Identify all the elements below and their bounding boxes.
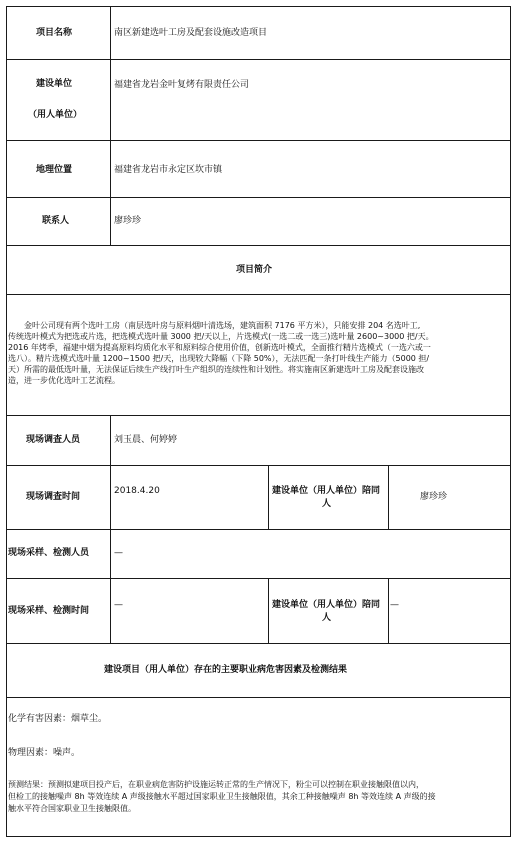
grid-line [6, 529, 511, 530]
survey-staff-label: 现场调查人员 [26, 435, 81, 445]
sampling-escort-value: — [390, 600, 399, 610]
hazards-chemical: 化学有害因素：烟草尘。 [8, 714, 108, 724]
grid-line [510, 6, 511, 837]
grid-line [6, 415, 511, 416]
project-name-value: 南区新建选叶工房及配套设施改造项目 [114, 28, 268, 38]
grid-line [110, 415, 111, 643]
intro-line: 天）所需的最低选叶量，无法保证后续生产线打叶生产组织的连续性和计划性。将实施南区新建选叶工房及配套设施改 [8, 365, 424, 374]
grid-line [6, 197, 511, 198]
grid-line [6, 6, 7, 837]
grid-line [268, 465, 269, 529]
survey-staff-value: 刘玉晨、何婷婷 [114, 435, 178, 445]
intro-text [8, 320, 508, 386]
prediction-line: 但检工的接触噪声 8h 等效连续 A 声级接触水平超过国家职业卫生接触限值，其余工种接触噪声 8h 等效连续 A 声级的接 [8, 792, 436, 801]
sampling-escort-label: 建设单位（用人单位）陪同 [272, 600, 381, 610]
survey-time-label: 现场调查时间 [26, 492, 81, 502]
grid-line [6, 465, 511, 466]
sampling-staff-value: — [114, 548, 123, 558]
grid-line [6, 697, 511, 698]
sampling-time-value: — [114, 600, 123, 610]
intro-line: 造，进一步优化选叶工艺流程。 [8, 376, 120, 385]
hazards-prediction [8, 779, 508, 815]
grid-line [6, 6, 511, 7]
grid-line [388, 578, 389, 643]
grid-line [6, 294, 511, 295]
intro-line: 选八）。精片选模式选叶量 1200~1500 把/天，出现较大降幅（下降 50%），无法匹配一条打叶线生产能力（5000 担/ [8, 354, 430, 363]
intro-line: 传统选叶模式为把选或片选，把选模式选叶量 3000 把/天以上，片选模式(一选二或一选三)选叶量 2600~3000 把/天。 [8, 332, 434, 341]
grid-line [6, 643, 511, 644]
survey-time-value: 2018.4.20 [114, 486, 160, 496]
intro-line: 金叶公司现有两个选叶工房（南层选叶房与原料烟叶清选场，建筑面积 7176 平方米），只能安排 204 名选叶工, [24, 321, 421, 330]
survey-escort-label-2: 人 [322, 499, 332, 509]
prediction-line: 预测结果：预测拟建项目投产后，在职业病危害防护设施运转正常的生产情况下，粉尘可以控制在职业接触限值以内， [8, 780, 424, 789]
builder-label-sub: （用人单位） [28, 110, 83, 120]
contact-label: 联系人 [42, 216, 70, 226]
project-name-label: 项目名称 [36, 28, 73, 38]
contact-value: 廖珍珍 [114, 216, 142, 226]
hazards-title: 建设项目（用人单位）存在的主要职业病危害因素及检测结果 [104, 665, 348, 675]
sampling-escort-label-2: 人 [322, 613, 332, 623]
grid-line [388, 465, 389, 529]
grid-line [6, 836, 511, 837]
grid-line [6, 245, 511, 246]
sampling-staff-label: 现场采样、检测人员 [8, 548, 90, 558]
hazards-physical: 物理因素：噪声。 [8, 748, 81, 758]
builder-value: 福建省龙岩金叶复烤有限责任公司 [114, 80, 250, 90]
survey-escort-label: 建设单位（用人单位）陪同 [272, 486, 381, 496]
location-label: 地理位置 [36, 165, 73, 175]
intro-line: 2016 年烤季，福建中烟为提高原料均质化水平和原料综合使用价值，创新选叶模式，全面推行精片选模式（一选六或一 [8, 343, 431, 352]
grid-line [6, 140, 511, 141]
builder-label: 建设单位 [36, 79, 73, 89]
sampling-time-label: 现场采样、检测时间 [8, 606, 90, 616]
grid-line [110, 6, 111, 245]
location-value: 福建省龙岩市永定区坎市镇 [114, 165, 223, 175]
grid-line [6, 59, 511, 60]
grid-line [6, 578, 511, 579]
survey-escort-value: 廖珍珍 [420, 492, 448, 502]
grid-line [268, 578, 269, 643]
intro-title: 项目简介 [236, 265, 273, 275]
prediction-line: 触水平符合国家职业卫生接触限值。 [8, 804, 136, 813]
